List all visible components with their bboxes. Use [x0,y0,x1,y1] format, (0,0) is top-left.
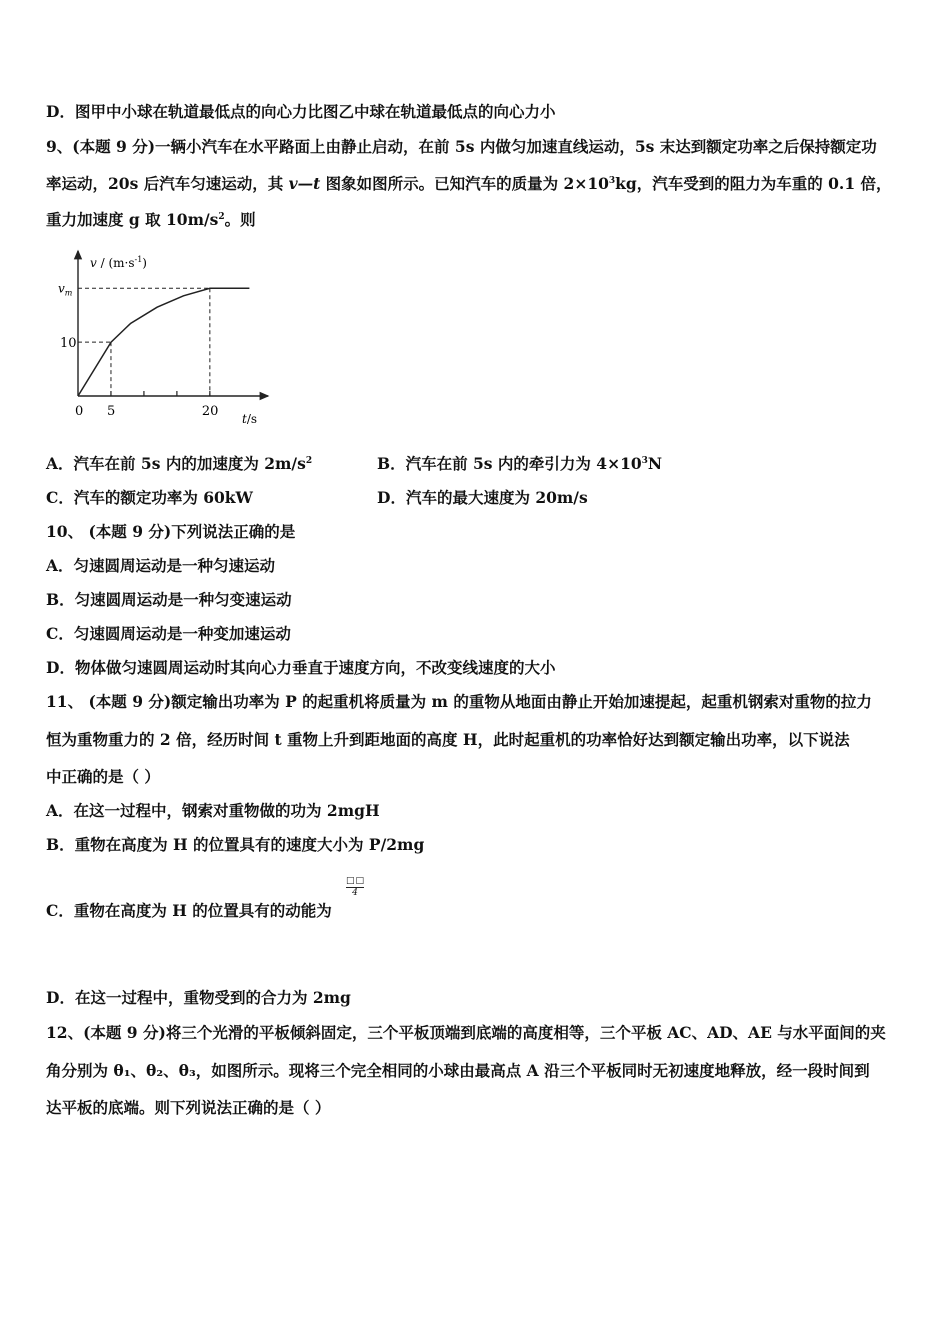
q9-stem-line3: 重力加速度 g 取 $10m/s^2$。则 [46,210,256,229]
x-tick-marks [111,391,210,396]
q10-option-a: A．匀速圆周运动是一种匀速运动 [46,556,276,575]
y-axis-title: $v / (m\cdot s^{-1})$ [90,255,147,270]
fraction-numerator: □□ [346,876,366,886]
q10-option-d: D．物体做匀速圆周运动时其向心力垂直于速度方向，不改变线速度的大小 [46,658,556,677]
q9-option-b: B．汽车在前 5s 内的牵引力为 $4\times 10^3N$ [377,454,663,473]
origin-label: 0 [75,404,84,419]
q11-stem-line2: 恒为重物重力的 2 倍，经历时间 t 重物上升到距地面的高度 H，此时起重机的功率恰好达到额定输出功率，以下说法 [46,730,850,749]
vt-chart [50,245,280,430]
q12-stem-line1: 12、(本题 9 分)将三个光滑的平板倾斜固定，三个平板顶端到底端的高度相等，三个平板 AC、AD、AE 与水平面间的夹 [46,1023,886,1042]
x-tick-label-5: 5 [106,404,116,419]
q12-stem-line3: 达平板的底端。则下列说法正确的是（ ） [46,1098,331,1117]
q11-option-b: B．重物在高度为 H 的位置具有的速度大小为 P/2mg [46,835,425,854]
q11-option-a: A．在这一过程中，钢索对重物做的功为 2mgH [46,801,380,820]
q10-option-b: B．匀速圆周运动是一种匀变速运动 [46,590,292,609]
q9-stem-line1: 9、(本题 9 分)一辆小汽车在水平路面上由静止启动，在前 5s 内做匀加速直线运动，5s 末达到额定功率之后保持额定功 [46,137,877,156]
vt-curve [78,288,249,396]
y-tick-label-vm: $v_m$ [58,281,73,298]
q10-option-c: C．匀速圆周运动是一种变加速运动 [46,624,291,643]
q11-option-c-fraction [346,876,364,899]
x-tick-label-20: 20 [201,404,219,419]
q9-option-c: C．汽车的额定功率为 60kW [46,488,253,507]
q11-option-c: C．重物在高度为 H 的位置具有的动能为 [46,901,332,920]
q11-stem-line1: 11、 (本题 9 分)额定输出功率为 P 的起重机将质量为 m 的重物从地面由静止开始加速提起，起重机钢索对重物的拉力 [46,692,872,711]
q8-option-d: D．图甲中小球在轨道最低点的向心力比图乙中球在轨道最低点的向心力小 [46,102,556,121]
q11-stem-line3: 中正确的是（ ） [46,767,160,786]
q10-title: 10、 (本题 9 分)下列说法正确的是 [46,522,296,541]
q12-stem-line2: 角分别为 θ₁、θ₂、θ₃，如图所示。现将三个完全相同的小球由最高点 A 沿三个平板同时无初速度地释放，经一段时间到 [46,1061,870,1080]
q11-option-d: D．在这一过程中，重物受到的合力为 2mg [46,988,351,1007]
q9-option-d: D．汽车的最大速度为 20m/s [377,488,588,507]
x-axis-title: t/s [242,412,258,426]
q9-stem-line2: 率运动，20s 后汽车匀速运动，其 v—t 图象如图所示。已知汽车的质量为 $2\times 10^3kg$，汽车受到的阻力为车重的 0.1 倍， [46,174,892,193]
y-tick-label-10: 10 [60,336,77,352]
q9-option-a: A．汽车在前 5s 内的加速度为 $2m/s^2$ [46,454,313,473]
fraction-denominator: 4 [352,888,358,898]
